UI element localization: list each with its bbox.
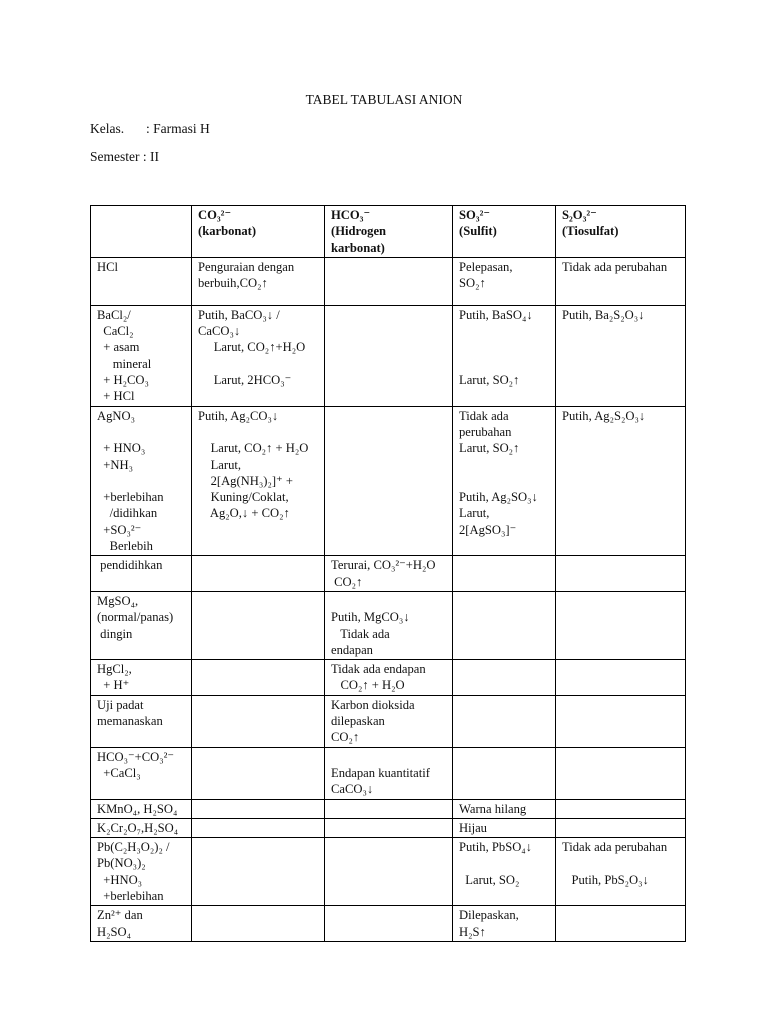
- cell-line: [459, 557, 550, 573]
- cell-line: [459, 749, 550, 765]
- cell-line: Dilepaskan,: [459, 908, 519, 923]
- cell-line: Terurai, CO₃²⁻+H₂O: [331, 558, 436, 573]
- cell-line: +CaCl₃: [97, 765, 141, 780]
- cell-line: [97, 473, 186, 489]
- cell-line: Zn²⁺ dan: [97, 908, 143, 923]
- header-cell-thiosulfate: S₂O₃²⁻ (Tiosulfat): [556, 206, 686, 258]
- cell-line: +berlebihan: [97, 490, 164, 505]
- cell-line: [331, 259, 447, 275]
- header-cell-bicarbonate: HCO₃⁻ (Hidrogen karbonat): [325, 206, 453, 258]
- header-cell-blank: [91, 206, 192, 258]
- table-cell: [556, 591, 686, 659]
- table-row: [91, 906, 686, 942]
- cell-line: [562, 557, 680, 573]
- table-cell: [453, 556, 556, 592]
- table-cell: [192, 257, 325, 305]
- table-cell: [325, 695, 453, 747]
- cell-line: Tidak ada perubahan: [562, 259, 668, 274]
- cell-line: Pb(C₂H₃O₂)₂ /: [97, 840, 170, 855]
- cell-line: [198, 424, 319, 440]
- cell-line: + H₂CO₃: [97, 373, 149, 388]
- cell-line: [198, 356, 319, 372]
- cell-line: [562, 820, 680, 836]
- table-cell: [556, 406, 686, 556]
- class-label: Kelas.: [90, 121, 125, 136]
- table-cell: [325, 747, 453, 799]
- cell-line: berbuih,CO₂↑: [198, 276, 268, 291]
- table-cell: [91, 660, 192, 696]
- table-cell: [325, 591, 453, 659]
- cell-line: dingin: [97, 626, 133, 641]
- table-cell: [91, 257, 192, 305]
- table-cell: [453, 257, 556, 305]
- page-title: TABEL TABULASI ANION: [305, 92, 463, 107]
- table-cell: [91, 747, 192, 799]
- cell-line: Larut, SO₂↑: [459, 373, 520, 388]
- cell-line: + HNO₃: [97, 441, 146, 456]
- cell-line: Putih, Ba₂S₂O₃↓: [562, 307, 645, 322]
- cell-line: [459, 697, 550, 713]
- cell-line: /didihkan: [97, 506, 158, 521]
- cell-line: KMnO₄, H₂SO₄: [97, 801, 178, 816]
- table-cell: [192, 818, 325, 837]
- table-cell: [556, 695, 686, 747]
- cell-line: Larut,: [459, 506, 490, 521]
- cell-line: [198, 557, 319, 573]
- cell-line: [459, 356, 550, 372]
- cell-line: CaCO₃↓: [198, 324, 241, 339]
- table-cell: [325, 906, 453, 942]
- cell-line: Putih, BaSO₄↓: [459, 307, 533, 322]
- cell-line: 2[Ag(NH₃)₂]⁺ +: [198, 473, 293, 488]
- cell-line: Endapan kuantitatif: [331, 765, 430, 780]
- cell-line: [331, 801, 447, 817]
- table-cell: [453, 838, 556, 906]
- cell-line: [198, 661, 319, 677]
- cell-line: [198, 839, 319, 855]
- table-cell: [453, 906, 556, 942]
- cell-line: Putih, Ag₂CO₃↓: [198, 408, 279, 423]
- cell-line: [562, 749, 680, 765]
- cell-line: [562, 907, 680, 923]
- cell-line: H₂S↑: [459, 924, 486, 939]
- class-line: [90, 121, 210, 137]
- cell-line: CO₂↑: [331, 574, 363, 589]
- table-cell: [91, 818, 192, 837]
- cell-line: Putih, Ag₂SO₃↓: [459, 490, 538, 505]
- cell-line: +NH₃: [97, 457, 133, 472]
- cell-line: [562, 801, 680, 817]
- table-cell: [453, 406, 556, 556]
- table-row: [91, 695, 686, 747]
- table-row: [91, 660, 686, 696]
- table-row: [91, 556, 686, 592]
- cell-line: [562, 661, 680, 677]
- cell-line: H₂SO₄: [97, 924, 131, 939]
- cell-line: + asam: [97, 340, 140, 355]
- cell-line: Larut, SO₂: [459, 872, 520, 887]
- table-cell: [192, 591, 325, 659]
- table-cell: [325, 838, 453, 906]
- cell-line: [331, 820, 447, 836]
- cell-line: Larut, CO₂↑+H₂O: [198, 340, 306, 355]
- cell-line: Larut, 2HCO₃⁻: [198, 373, 292, 388]
- cell-line: Pelepasan,: [459, 259, 513, 274]
- table-cell: [325, 406, 453, 556]
- cell-line: Kuning/Coklat,: [198, 490, 289, 505]
- table-row: [91, 305, 686, 406]
- table-row: [91, 838, 686, 906]
- cell-line: dilepaskan: [331, 714, 385, 729]
- table-cell: [192, 660, 325, 696]
- cell-line: K₂Cr₂O₇,H₂SO₄: [97, 820, 179, 835]
- table-cell: [192, 695, 325, 747]
- table-cell: [91, 906, 192, 942]
- table-cell: [91, 406, 192, 556]
- table-cell: [453, 747, 556, 799]
- cell-line: Putih, PbS₂O₃↓: [562, 872, 649, 887]
- cell-line: Putih, BaCO₃↓ /: [198, 307, 280, 322]
- cell-line: Putih, PbSO₄↓: [459, 840, 532, 855]
- cell-line: [331, 408, 447, 424]
- table-row: [91, 799, 686, 818]
- cell-line: [459, 457, 550, 473]
- cell-line: memanaskan: [97, 714, 163, 729]
- cell-line: 2[AgSO₃]⁻: [459, 522, 517, 537]
- cell-line: Hijau: [459, 820, 487, 835]
- header-cell-carbonate: CO₃²⁻ (karbonat): [192, 206, 325, 258]
- table-cell: [192, 838, 325, 906]
- table-cell: [325, 556, 453, 592]
- cell-line: CO₂↑: [331, 730, 360, 745]
- cell-line: endapan: [331, 642, 373, 657]
- cell-line: + H⁺: [97, 678, 130, 693]
- cell-line: Putih, MgCO₃↓: [331, 610, 410, 625]
- cell-line: [562, 855, 680, 871]
- header-cell-sulfite: SO₃²⁻ (Sulfit): [453, 206, 556, 258]
- cell-line: HCl: [97, 259, 118, 274]
- table-row: [91, 818, 686, 837]
- table-cell: [325, 305, 453, 406]
- table-cell: [192, 305, 325, 406]
- cell-line: [198, 697, 319, 713]
- cell-line: Berlebih: [97, 539, 153, 554]
- cell-line: [459, 339, 550, 355]
- cell-line: [459, 661, 550, 677]
- table-row: [91, 257, 686, 305]
- table-cell: [91, 305, 192, 406]
- table-row: [91, 406, 686, 556]
- cell-line: MgSO₄,: [97, 593, 139, 608]
- cell-line: +SO₃²⁻: [97, 522, 142, 537]
- table-cell: [556, 257, 686, 305]
- cell-line: Pb(NO₃)₂: [97, 856, 146, 871]
- cell-line: CaCl₂: [97, 324, 134, 339]
- table-cell: [192, 906, 325, 942]
- cell-line: Putih, Ag₂S₂O₃↓: [562, 408, 646, 423]
- cell-line: (normal/panas): [97, 610, 174, 625]
- table-cell: [192, 556, 325, 592]
- cell-line: [459, 855, 550, 871]
- cell-line: [331, 839, 447, 855]
- table-cell: [91, 591, 192, 659]
- table-cell: [91, 799, 192, 818]
- cell-line: Warna hilang: [459, 801, 527, 816]
- cell-line: +HNO₃: [97, 872, 143, 887]
- cell-line: Tidak ada: [331, 626, 390, 641]
- table-cell: [556, 818, 686, 837]
- table-cell: [91, 838, 192, 906]
- table-cell: [91, 695, 192, 747]
- table-cell: [453, 660, 556, 696]
- cell-line: Tidak ada: [459, 408, 509, 423]
- cell-line: [562, 593, 680, 609]
- table-cell: [91, 556, 192, 592]
- cell-line: [459, 323, 550, 339]
- cell-line: Larut, CO₂↑ + H₂O: [198, 441, 309, 456]
- cell-line: [198, 820, 319, 836]
- table-cell: [192, 747, 325, 799]
- cell-line: Penguraian dengan: [198, 259, 295, 274]
- anion-table: [90, 205, 686, 942]
- table-cell: [192, 799, 325, 818]
- cell-line: [562, 697, 680, 713]
- cell-line: [331, 749, 447, 765]
- cell-line: Ag₂O,↓ + CO₂↑: [198, 506, 290, 521]
- cell-line: [459, 593, 550, 609]
- table-cell: [556, 906, 686, 942]
- table-cell: [325, 799, 453, 818]
- cell-line: Larut, SO₂↑: [459, 441, 520, 456]
- table-cell: [453, 305, 556, 406]
- cell-line: +berlebihan: [97, 888, 164, 903]
- cell-line: perubahan: [459, 424, 512, 439]
- cell-line: mineral: [97, 356, 152, 371]
- cell-line: CO₂↑ + H₂O: [331, 678, 405, 693]
- cell-line: BaCl₂/: [97, 307, 131, 322]
- cell-line: SO₂↑: [459, 276, 486, 291]
- cell-line: HgCl₂,: [97, 662, 132, 677]
- semester-line: Semester : II: [90, 149, 159, 164]
- cell-line: [198, 593, 319, 609]
- table-cell: [556, 747, 686, 799]
- table-cell: [453, 695, 556, 747]
- cell-line: pendidihkan: [97, 558, 163, 573]
- cell-line: [331, 307, 447, 323]
- cell-line: HCO₃⁻+CO₃²⁻: [97, 749, 175, 764]
- table-cell: [556, 799, 686, 818]
- table-cell: [453, 799, 556, 818]
- cell-line: + HCl: [97, 389, 135, 404]
- table-cell: [192, 406, 325, 556]
- cell-line: Karbon dioksida: [331, 697, 415, 712]
- cell-line: Larut,: [198, 457, 242, 472]
- table-cell: [453, 818, 556, 837]
- table-cell: [556, 838, 686, 906]
- cell-line: [198, 907, 319, 923]
- table-row: [91, 747, 686, 799]
- cell-line: [331, 593, 447, 609]
- cell-line: Uji padat: [97, 697, 144, 712]
- class-value: : Farmasi H: [146, 121, 210, 136]
- table-cell: [556, 305, 686, 406]
- cell-line: [97, 424, 186, 440]
- cell-line: [459, 473, 550, 489]
- table-cell: [325, 257, 453, 305]
- table-cell: [556, 660, 686, 696]
- table-cell: [556, 556, 686, 592]
- cell-line: [198, 749, 319, 765]
- cell-line: Tidak ada endapan: [331, 662, 426, 677]
- table-body: [91, 257, 686, 941]
- cell-line: [198, 801, 319, 817]
- table-row: [91, 591, 686, 659]
- table-header-row: [91, 206, 686, 258]
- cell-line: CaCO₃↓: [331, 782, 374, 797]
- table-cell: [325, 818, 453, 837]
- cell-line: [331, 907, 447, 923]
- cell-line: Tidak ada perubahan: [562, 840, 668, 855]
- cell-line: AgNO₃: [97, 408, 135, 423]
- table-cell: [325, 660, 453, 696]
- table-cell: [453, 591, 556, 659]
